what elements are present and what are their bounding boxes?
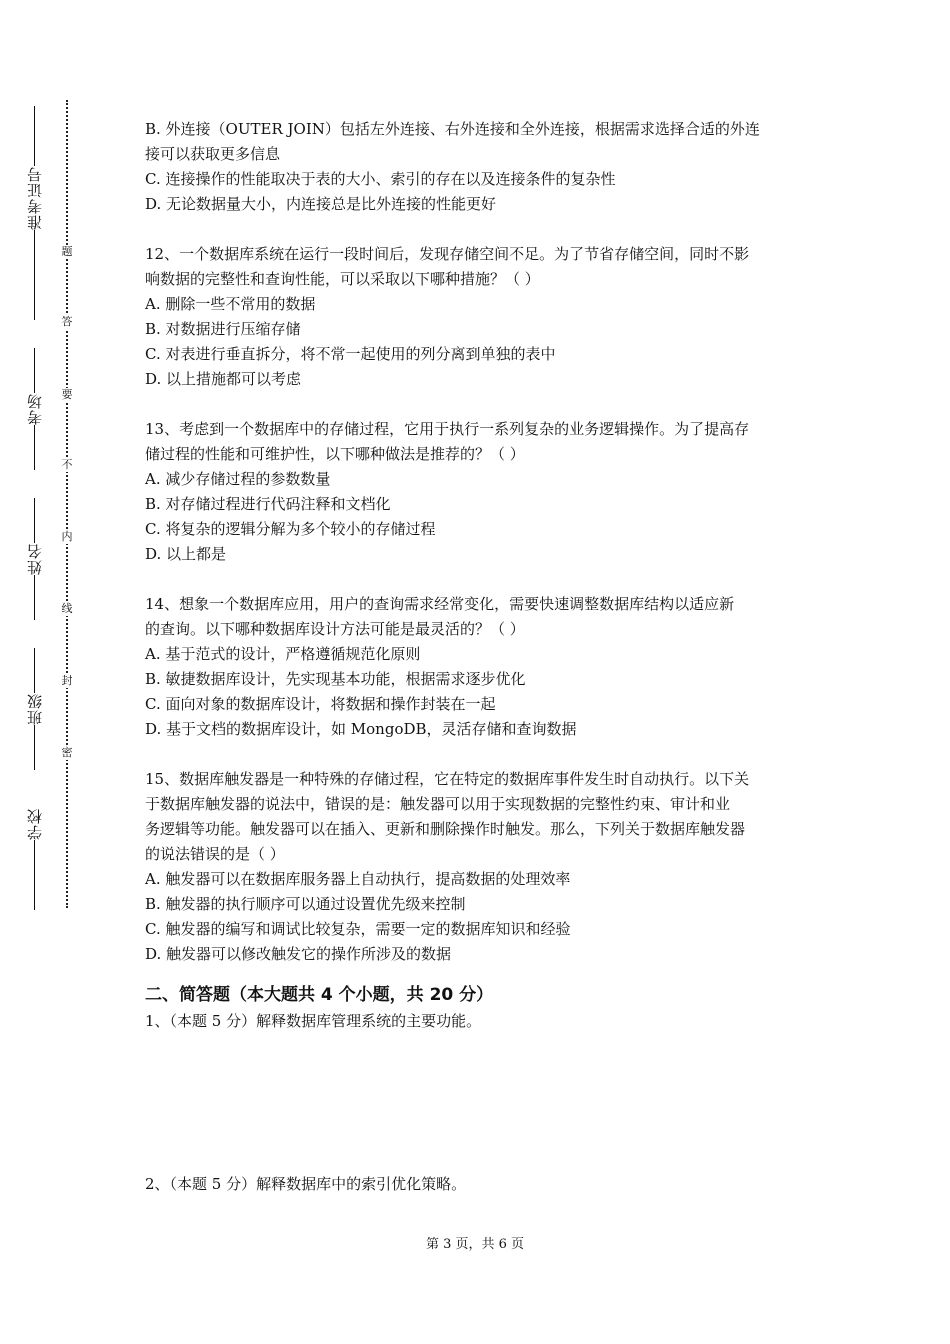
option-d: D. 无论数据量大小，内连接总是比外连接的性能更好 <box>145 195 497 213</box>
short-question-1: 1、（本题 5 分）解释数据库管理系统的主要功能。 <box>145 1012 482 1030</box>
class-label: 班级 <box>24 620 45 770</box>
school-label: 学校 <box>24 770 45 910</box>
option-b: B. 对数据进行压缩存储 <box>145 320 301 338</box>
seal-word: 不 <box>58 458 76 472</box>
option-b: B. 外连接（OUTER JOIN）包括左外连接、右外连接和全外连接，根据需求选择合适的外连 <box>145 120 760 138</box>
question-stem: 的查询。以下哪种数据库设计方法可能是最灵活的？（ ） <box>145 620 525 638</box>
question-12 <box>145 242 810 392</box>
question-11-options <box>145 117 810 217</box>
question-stem: 的说法错误的是（ ） <box>145 845 285 863</box>
option-d: D. 以上都是 <box>145 545 227 563</box>
option-c: C. 触发器的编写和调试比较复杂，需要一定的数据库知识和经验 <box>145 920 571 938</box>
option-b: B. 触发器的执行顺序可以通过设置优先级来控制 <box>145 895 466 913</box>
option-a: A. 减少存储过程的参数数量 <box>145 470 331 488</box>
seal-word: 题 <box>58 245 76 259</box>
question-stem: 于数据库触发器的说法中，错误的是：触发器可以用于实现数据的完整性约束、审计和业 <box>145 795 731 813</box>
seal-words <box>58 100 76 908</box>
option-c: C. 对表进行垂直拆分，将不常一起使用的列分离到单独的表中 <box>145 345 556 363</box>
option-c: C. 面向对象的数据库设计，将数据和操作封装在一起 <box>145 695 496 713</box>
option-b: B. 敏捷数据库设计，先实现基本功能，根据需求逐步优化 <box>145 670 526 688</box>
exam-content <box>145 117 810 1197</box>
section-title: 二、简答题（本大题共 4 个小题，共 20 分） <box>145 985 494 1005</box>
question-stem: 14、想象一个数据库应用，用户的查询需求经常变化，需要快速调整数据库结构以适应新 <box>145 595 735 613</box>
seal-word: 要 <box>58 388 76 402</box>
option-b-cont: 接可以获取更多信息 <box>145 145 281 163</box>
option-d: D. 以上措施都可以考虑 <box>145 370 302 388</box>
seal-word: 内 <box>58 530 76 544</box>
question-stem: 响数据的完整性和查询性能，可以采取以下哪种措施？（ ） <box>145 270 540 288</box>
question-13 <box>145 417 810 567</box>
option-c: C. 将复杂的逻辑分解为多个较小的存储过程 <box>145 520 436 538</box>
binding-margin <box>22 90 46 920</box>
option-a: A. 基于范式的设计，严格遵循规范化原则 <box>145 645 421 663</box>
short-question-2: 2、（本题 5 分）解释数据库中的索引优化策略。 <box>145 1175 467 1193</box>
option-d: D. 触发器可以修改触发它的操作所涉及的数据 <box>145 945 452 963</box>
option-a: A. 触发器可以在数据库服务器上自动执行，提高数据的处理效率 <box>145 870 571 888</box>
seal-word: 密 <box>58 746 76 760</box>
question-stem: 务逻辑等功能。触发器可以在插入、更新和删除操作时触发。那么，下列关于数据库触发器 <box>145 820 746 838</box>
seal-word: 线 <box>58 602 76 616</box>
option-c: C. 连接操作的性能取决于表的大小、索引的存在以及连接条件的复杂性 <box>145 170 616 188</box>
question-14 <box>145 592 810 742</box>
exam-number-label: 准考证号 <box>24 90 45 320</box>
option-b: B. 对存储过程进行代码注释和文档化 <box>145 495 391 513</box>
option-d: D. 基于文档的数据库设计，如 MongoDB，灵活存储和查询数据 <box>145 720 577 738</box>
question-stem: 13、考虑到一个数据库中的存储过程，它用于执行一系列复杂的业务逻辑操作。为了提高存 <box>145 420 750 438</box>
question-stem: 储过程的性能和可维护性，以下哪种做法是推荐的？（ ） <box>145 445 525 463</box>
page-footer: 第 3 页，共 6 页 <box>425 1237 525 1252</box>
question-15 <box>145 767 810 967</box>
name-label: 姓名 <box>24 470 45 620</box>
question-stem: 15、数据库触发器是一种特殊的存储过程，它在特定的数据库事件发生时自动执行。以下关 <box>145 770 750 788</box>
option-a: A. 删除一些不常用的数据 <box>145 295 316 313</box>
seal-word: 答 <box>58 315 76 329</box>
exam-room-label: 考场 <box>24 320 45 470</box>
question-stem: 12、一个数据库系统在运行一段时间后，发现存储空间不足。为了节省存储空间，同时不影 <box>145 245 750 263</box>
answer-space <box>145 1034 810 1172</box>
seal-word: 封 <box>58 674 76 688</box>
